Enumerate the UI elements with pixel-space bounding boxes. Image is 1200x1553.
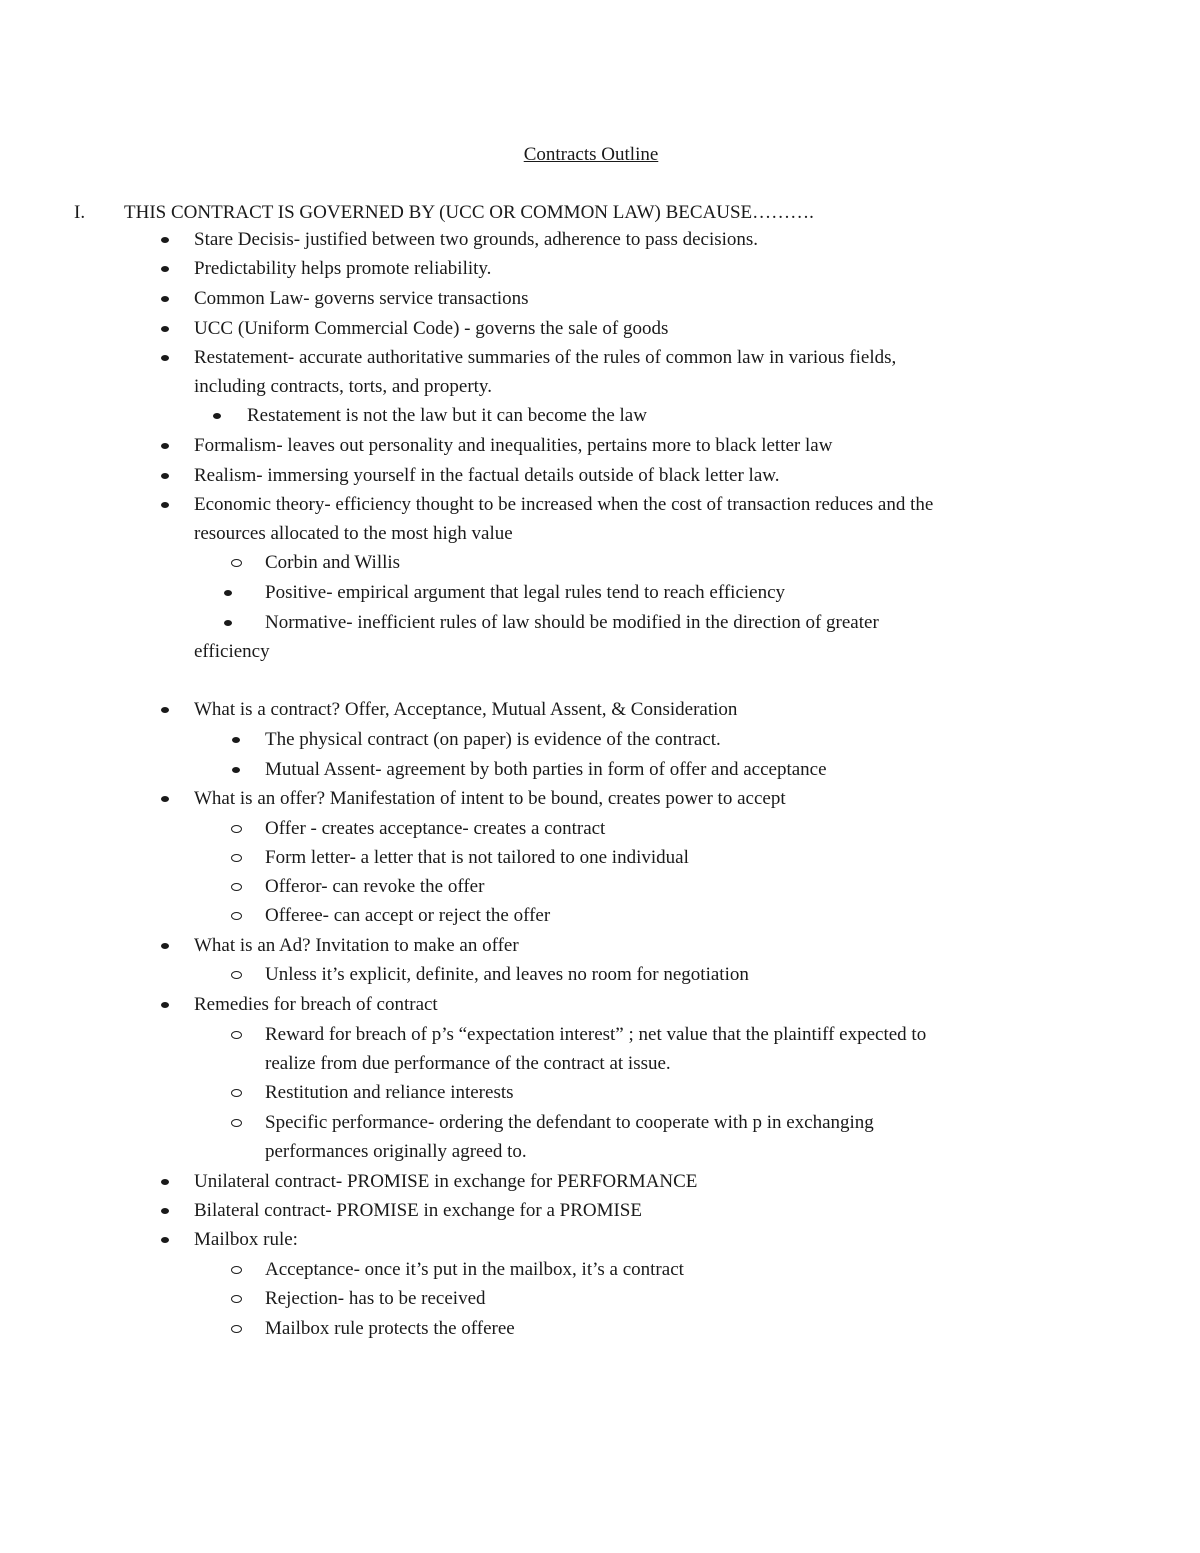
outline-line-text: Specific performance- ordering the defendant to cooperate with p in exchanging: [265, 1112, 874, 1133]
outline-line-text: efficiency: [194, 641, 270, 662]
outline-line-text: Reward for breach of p’s “expectation interest” ; net value that the plaintiff expected to: [265, 1024, 927, 1045]
outline-line-text: What is an Ad? Invitation to make an offer: [194, 935, 519, 956]
outline-line-text: Mutual Assent- agreement by both parties in form of offer and acceptance: [265, 759, 827, 780]
outline-line-text: The physical contract (on paper) is evidence of the contract.: [265, 729, 721, 750]
outline-line-text: Normative- inefficient rules of law should be modified in the direction of greater: [265, 612, 879, 633]
outline-line-text: Restitution and reliance interests: [265, 1082, 514, 1103]
outline-line-text: Predictability helps promote reliability.: [194, 258, 492, 279]
document-title: Contracts Outline: [523, 144, 659, 165]
outline-line-text: Offer - creates acceptance- creates a contract: [265, 818, 606, 839]
outline-line-text: realize from due performance of the contract at issue.: [265, 1053, 671, 1074]
outline-line-text: Form letter- a letter that is not tailored to one individual: [265, 847, 689, 868]
section-heading-text: THIS CONTRACT IS GOVERNED BY (UCC OR COMMON LAW) BECAUSE……….: [124, 202, 814, 223]
outline-line-text: Remedies for breach of contract: [194, 994, 438, 1015]
outline-line-text: Positive- empirical argument that legal rules tend to reach efficiency: [265, 582, 786, 603]
outline-line-text: Realism- immersing yourself in the factual details outside of black letter law.: [194, 465, 780, 486]
outline-line-text: Acceptance- once it’s put in the mailbox, it’s a contract: [265, 1259, 684, 1280]
outline-line-text: Unless it’s explicit, definite, and leaves no room for negotiation: [265, 964, 749, 985]
outline-line-text: Mailbox rule protects the offeree: [265, 1318, 515, 1339]
outline-line-text: resources allocated to the most high value: [194, 523, 513, 544]
outline-line-text: Unilateral contract- PROMISE in exchange for PERFORMANCE: [194, 1171, 698, 1192]
outline-line-text: Common Law- governs service transactions: [194, 288, 529, 309]
outline-line-text: Formalism- leaves out personality and inequalities, pertains more to black letter law: [194, 435, 833, 456]
outline-line-text: Rejection- has to be received: [265, 1288, 486, 1309]
outline-line-text: including contracts, torts, and property.: [194, 376, 492, 397]
section-heading: [74, 201, 814, 225]
outline-line-text: Restatement is not the law but it can become the law: [247, 405, 647, 426]
outline-line-text: What is a contract? Offer, Acceptance, Mutual Assent, & Consideration: [194, 699, 738, 720]
outline-line-text: What is an offer? Manifestation of intent to be bound, creates power to accept: [194, 788, 786, 809]
outline-line-text: Mailbox rule:: [194, 1229, 298, 1250]
outline-line-text: Bilateral contract- PROMISE in exchange for a PROMISE: [194, 1200, 642, 1221]
outline-line-text: UCC (Uniform Commercial Code) - governs the sale of goods: [194, 318, 669, 339]
outline-line-text: Offeror- can revoke the offer: [265, 876, 485, 897]
section-number: I.: [74, 202, 86, 223]
outline-line-text: Corbin and Willis: [265, 552, 401, 573]
outline-line-text: Restatement- accurate authoritative summaries of the rules of common law in various fields,: [194, 347, 897, 368]
outline-line-text: performances originally agreed to.: [265, 1141, 527, 1162]
outline-line-text: Stare Decisis- justified between two grounds, adherence to pass decisions.: [194, 229, 759, 250]
outline-line-text: Offeree- can accept or reject the offer: [265, 905, 551, 926]
outline-line-text: Economic theory- efficiency thought to be increased when the cost of transaction reduces and the: [194, 494, 934, 515]
